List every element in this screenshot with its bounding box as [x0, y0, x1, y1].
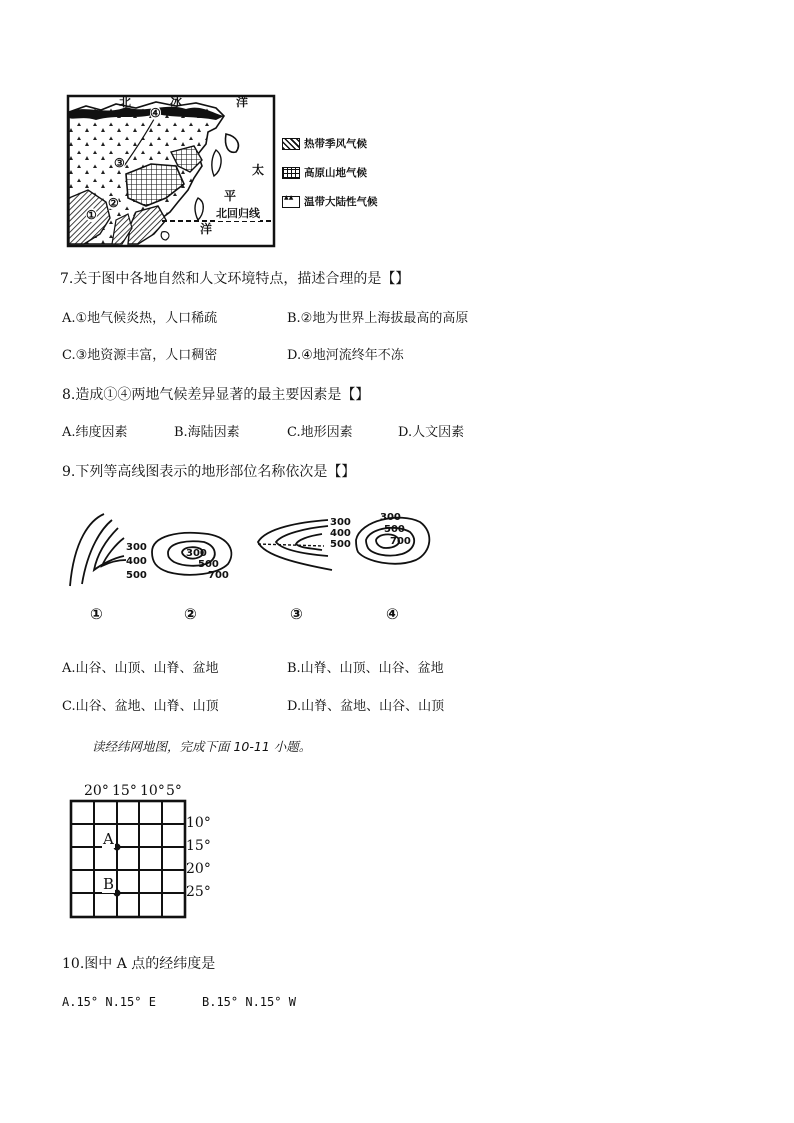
map-marker-2: ② [108, 196, 119, 210]
fig1-label-400: 400 [126, 556, 147, 567]
map-marker-3: ③ [114, 156, 125, 170]
fig1-label-500: 500 [126, 570, 147, 581]
fig2-label-500: 500 [198, 559, 219, 570]
q9-option-c[interactable]: C.山谷、盆地、山脊、山顶 [62, 699, 219, 714]
fig3-label-400: 400 [330, 528, 351, 539]
map-label-north: 北 [119, 95, 132, 109]
fig3-number: ③ [290, 605, 303, 623]
top-label-10: 10° [140, 783, 165, 799]
right-label-15: 15° [186, 838, 211, 854]
fig4-number: ④ [386, 605, 399, 623]
triangle-icon [282, 196, 300, 208]
fig4-label-700: 700 [390, 536, 411, 547]
map-marker-1: ① [86, 208, 97, 222]
lat-lon-grid-figure [62, 778, 222, 924]
point-b-label: B [103, 875, 115, 893]
q8-option-d[interactable]: D.人文因素 [398, 425, 465, 440]
fig1-number: ① [90, 605, 103, 623]
grid-icon [282, 167, 300, 179]
section-intro: 读经纬网地图，完成下面 10-11 小题。 [92, 739, 312, 754]
q8-option-b[interactable]: B.海陆因素 [174, 425, 240, 440]
climate-map-svg [66, 94, 276, 248]
fig4-label-300: 300 [380, 512, 401, 523]
map-label-ocean: 洋 [236, 95, 249, 109]
point-a-label: A [103, 830, 114, 848]
question-10-stem: 10.图中 A 点的经纬度是 [62, 956, 216, 972]
fig2-label-300: 300 [186, 548, 207, 559]
legend-item-temperate-continental: ▲ ▲温带大陆性气候 [282, 194, 378, 209]
legend-item-plateau: 高原山地气候 [282, 165, 367, 180]
q10-option-b[interactable]: B.15° N.15° W [202, 995, 296, 1009]
q9-option-d[interactable]: D.山脊、盆地、山谷、山顶 [287, 699, 445, 714]
right-label-10: 10° [186, 815, 211, 831]
question-9-stem: 9.下列等高线图表示的地形部位名称依次是【】 [62, 464, 356, 480]
fig4-label-500: 500 [384, 524, 405, 535]
question-8-stem: 8.造成①④两地气候差异显著的最主要因素是【】 [62, 387, 370, 403]
climate-map-figure [66, 94, 276, 248]
top-label-15: 15° [112, 783, 137, 799]
map-label-ping: 平 [224, 189, 237, 203]
map-marker-4: ④ [150, 106, 161, 120]
right-label-20: 20° [186, 861, 211, 877]
q7-option-a[interactable]: A.①地气候炎热，人口稀疏 [62, 311, 218, 326]
top-label-5: 5° [166, 783, 182, 799]
fig2-label-700: 700 [208, 570, 229, 581]
fig2-number: ② [184, 605, 197, 623]
q8-option-a[interactable]: A.纬度因素 [62, 425, 128, 440]
map-label-tai: 太 [252, 163, 265, 177]
q8-option-c[interactable]: C.地形因素 [287, 425, 353, 440]
q10-option-a[interactable]: A.15° N.15° E [62, 995, 156, 1009]
q7-option-c[interactable]: C.③地资源丰富，人口稠密 [62, 348, 218, 363]
top-label-20: 20° [84, 783, 109, 799]
right-label-25: 25° [186, 884, 211, 900]
legend-item-tropical-monsoon: 热带季风气候 [282, 136, 367, 151]
grid-svg [62, 798, 188, 920]
q7-option-d[interactable]: D.④地河流终年不冻 [287, 348, 404, 363]
map-label-yang: 洋 [200, 222, 213, 236]
q9-option-a[interactable]: A.山谷、山顶、山脊、盆地 [62, 661, 219, 676]
map-label-tropic: 北回归线 [216, 207, 260, 220]
contour-figures [60, 508, 450, 592]
fig3-label-500: 500 [330, 539, 351, 550]
fig3-label-300: 300 [330, 517, 351, 528]
map-label-ice: 冰 [170, 95, 183, 109]
fig1-label-300: 300 [126, 542, 147, 553]
q7-option-b[interactable]: B.②地为世界上海拔最高的高原 [287, 311, 469, 326]
hatch-icon [282, 138, 300, 150]
q9-option-b[interactable]: B.山脊、山顶、山谷、盆地 [287, 661, 444, 676]
question-7-stem: 7.关于图中各地自然和人文环境特点，描述合理的是【】 [60, 271, 410, 287]
